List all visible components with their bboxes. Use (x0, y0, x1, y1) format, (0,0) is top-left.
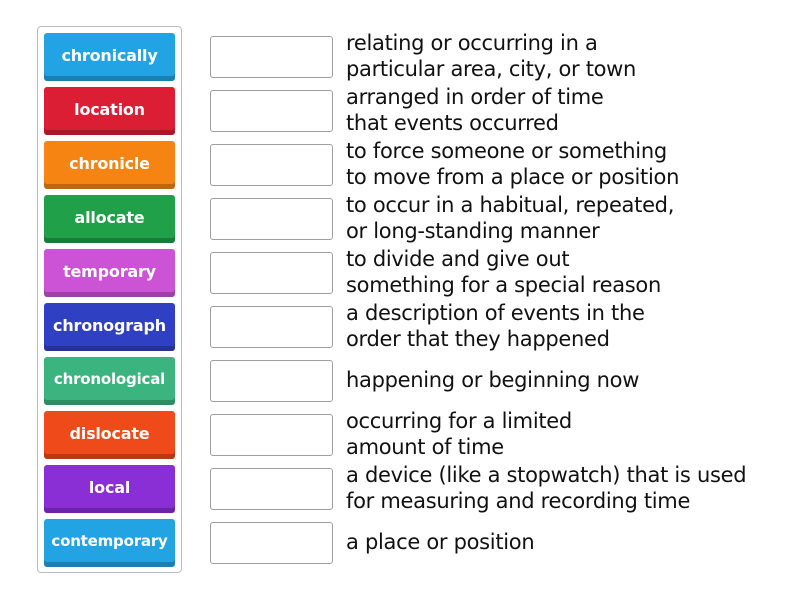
word-tile-contemporary[interactable]: contemporary (44, 519, 175, 567)
definition-line: relating or occurring in a (346, 31, 598, 55)
drop-box-2[interactable] (210, 90, 333, 132)
definition-10 (346, 529, 786, 555)
word-tile-temporary[interactable]: temporary (44, 249, 175, 297)
word-tile-allocate[interactable]: allocate (44, 195, 175, 243)
drop-box-6[interactable] (210, 306, 333, 348)
definition-6 (346, 300, 786, 352)
definition-line: particular area, city, or town (346, 57, 637, 81)
word-tile-chronograph[interactable]: chronograph (44, 303, 175, 351)
drop-box-8[interactable] (210, 414, 333, 456)
drop-box-9[interactable] (210, 468, 333, 510)
definition-line: for measuring and recording time (346, 489, 691, 513)
drop-box-4[interactable] (210, 198, 333, 240)
drop-box-7[interactable] (210, 360, 333, 402)
definition-line: a place or position (346, 530, 535, 554)
definition-line: happening or beginning now (346, 368, 640, 392)
word-tile-location[interactable]: location (44, 87, 175, 135)
word-tile-dislocate[interactable]: dislocate (44, 411, 175, 459)
definition-line: arranged in order of time (346, 85, 604, 109)
definition-line: amount of time (346, 435, 504, 459)
drop-box-5[interactable] (210, 252, 333, 294)
word-tile-chronological[interactable]: chronological (44, 357, 175, 405)
definition-line: a description of events in the (346, 301, 645, 325)
definition-1 (346, 30, 786, 82)
definition-7 (346, 367, 786, 393)
definition-line: or long-standing manner (346, 219, 600, 243)
word-bank (37, 26, 182, 573)
word-tile-local[interactable]: local (44, 465, 175, 513)
definition-line: something for a special reason (346, 273, 661, 297)
definition-2 (346, 84, 786, 136)
drop-box-10[interactable] (210, 522, 333, 564)
definition-5 (346, 246, 786, 298)
drop-box-3[interactable] (210, 144, 333, 186)
definition-line: to divide and give out (346, 247, 570, 271)
word-tile-chronicle[interactable]: chronicle (44, 141, 175, 189)
definition-9 (346, 462, 786, 514)
definition-line: that events occurred (346, 111, 559, 135)
definition-line: to occur in a habitual, repeated, (346, 193, 675, 217)
drop-box-1[interactable] (210, 36, 333, 78)
definition-line: order that they happened (346, 327, 610, 351)
definition-8 (346, 408, 786, 460)
definition-line: occurring for a limited (346, 409, 572, 433)
definition-line: to move from a place or position (346, 165, 680, 189)
definition-4 (346, 192, 786, 244)
definition-line: a device (like a stopwatch) that is used (346, 463, 747, 487)
word-tile-chronically[interactable]: chronically (44, 33, 175, 81)
definition-line: to force someone or something (346, 139, 667, 163)
definition-3 (346, 138, 786, 190)
